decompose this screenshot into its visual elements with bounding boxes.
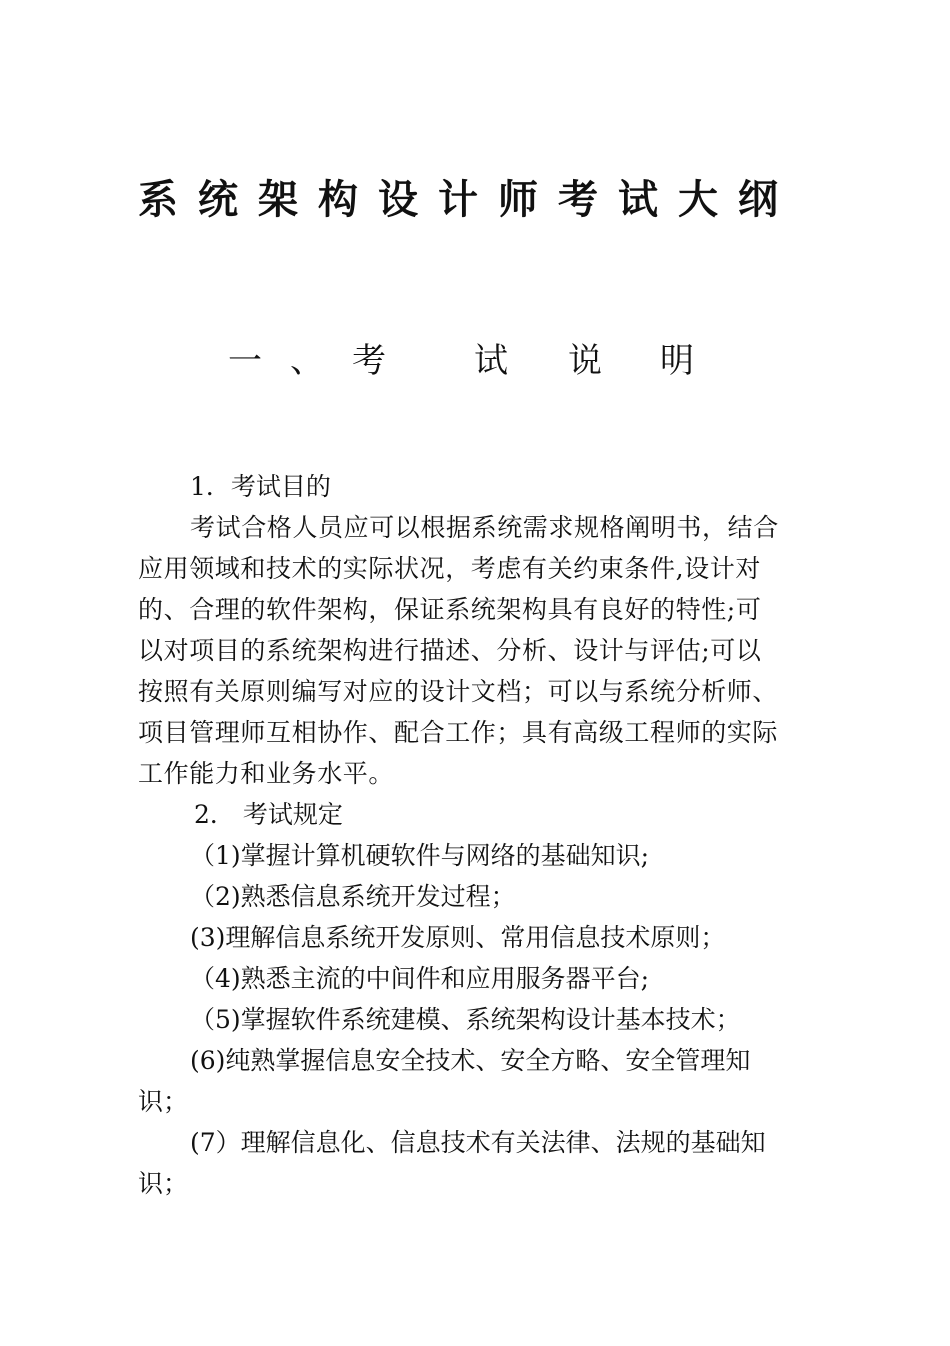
section-heading-char: 明: [660, 341, 694, 381]
requirement-item: （1)掌握计算机硬软件与网络的基础知识;: [190, 841, 650, 870]
requirement-item-7: [138, 1122, 814, 1204]
item2-heading: 2． 考试规定: [194, 800, 343, 829]
paragraph-line: 以对项目的系统架构进行描述、分析、设计与评估;可以: [138, 636, 762, 665]
section-heading-char: 、: [290, 341, 324, 381]
paragraph-line: 应用领域和技术的实际状况，考虑有关约束条件,设计对: [138, 554, 761, 583]
requirement-line: 识；: [138, 1169, 189, 1198]
item1-paragraph: [138, 507, 814, 794]
requirement-line: 识；: [138, 1087, 189, 1116]
requirement-item: （5)掌握软件系统建模、系统架构设计基本技术；: [190, 1005, 741, 1034]
requirement-item: (3)理解信息系统开发原则、常用信息技术原则；: [190, 923, 726, 952]
requirement-item: （2)熟悉信息系统开发过程；: [190, 882, 516, 911]
requirement-line: (7）理解信息化、信息技术有关法律、法规的基础知: [190, 1128, 766, 1157]
paragraph-line: 按照有关原则编写对应的设计文档；可以与系统分析师、: [138, 677, 779, 706]
requirement-item: （4)熟悉主流的中间件和应用服务器平台;: [190, 964, 650, 993]
section-heading-char: 说: [568, 341, 602, 381]
section-heading-char: 一: [228, 341, 262, 381]
section-heading-char: 试: [474, 341, 508, 381]
section-heading-char: 考: [352, 341, 386, 381]
item1-heading: 1．考试目的: [190, 472, 331, 501]
paragraph-line: 的、合理的软件架构，保证系统架构具有良好的特性;可: [138, 595, 762, 624]
requirements-list: [138, 835, 814, 1040]
requirement-line: (6)纯熟掌握信息安全技术、安全方略、安全管理知: [190, 1046, 751, 1075]
requirement-item-6: [138, 1040, 814, 1122]
paragraph-line: 项目管理师互相协作、配合工作；具有高级工程师的实际: [138, 718, 779, 747]
document-body: [138, 466, 814, 1204]
document-title: 系统架构设计师考试大纲: [138, 177, 798, 223]
paragraph-line: 考试合格人员应可以根据系统需求规格阐明书，结合: [190, 513, 779, 542]
paragraph-line: 工作能力和业务水平。: [138, 759, 395, 788]
